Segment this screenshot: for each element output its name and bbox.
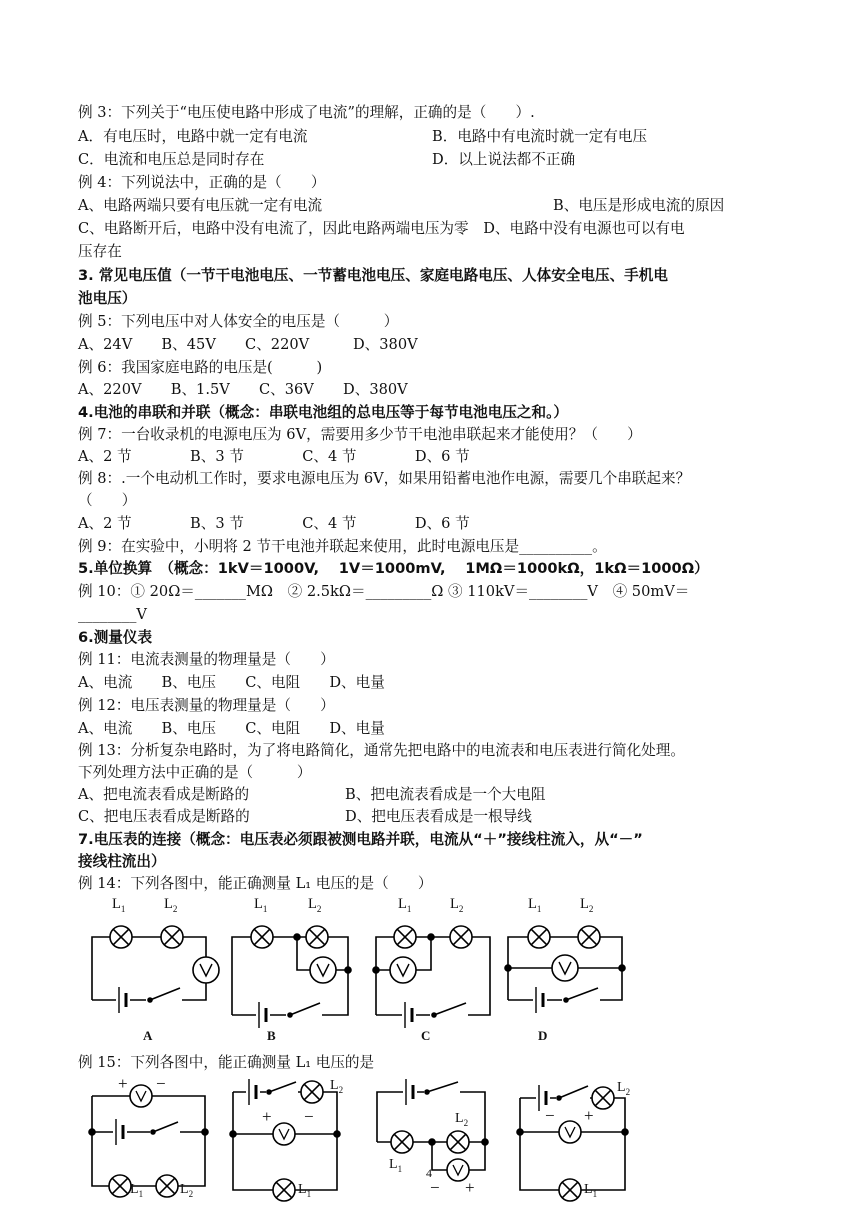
ex14-circuit-figures [0,890,860,1030]
ex13-option-c: C、把电压表看成是断路的 [78,808,250,825]
ex9-question: 例 9：在实验中，小明将 2 节干电池并联起来使用，此时电源电压是__________。 [78,538,607,555]
ex10-question-cont: ________V [78,606,147,623]
ex15-c2-label-l1: $L_1$ [298,1182,312,1199]
ex15-c4-label-l2: $L_2$ [617,1080,631,1097]
fig14b-label-l2: $L_2$ [308,896,322,914]
circuit-d [505,926,625,1013]
ex15-c4-label-l1: $L_1$ [584,1182,598,1199]
ex13-option-a: A、把电流表看成是断路的 [78,786,250,803]
ex8-options: A、2 节 B、3 节 C、4 节 D、6 节 [78,515,470,532]
section-4-heading: 4.电池的串联和并联（概念：串联电池组的总电压等于每节电池电压之和。） [78,404,568,421]
ex4-options-cd: C、电路断开后，电路中没有电流了，因此电路两端电压为零 D、电路中没有电源也可以有电 [78,220,685,237]
ex8-question-cont: （ ） [78,492,137,509]
section-3-heading-cont: 池电压） [78,290,137,307]
ex15-c1-plus: + [118,1074,128,1093]
fig14c-label-l2: $L_2$ [450,896,464,914]
fig14-caption-a: A [143,1028,153,1043]
ex11-options: A、电流 B、电压 C、电阻 D、电量 [78,674,385,691]
ex4-option-b: B、电压是形成电流的原因 [553,197,725,214]
ex4-options-cd-cont: 压存在 [78,243,122,260]
ex15-circuit-2 [230,1079,340,1201]
ex3-question: 例 3：下列关于“电压使电路中形成了电流”的理解，正确的是（ ）. [78,104,535,121]
ex3-option-b: B．电路中有电流时就一定有电压 [432,128,648,145]
ex15-c4-plus: + [584,1106,594,1125]
section-7-heading: 7.电压表的连接（概念：电压表必须跟被测电路并联，电流从“＋”接线柱流入，从“－” [78,831,643,848]
section-6-heading: 6.测量仪表 [78,629,153,646]
circuit-b [232,926,351,1028]
circuit-c [373,926,490,1028]
ex3-option-c: C．电流和电压总是同时存在 [78,151,265,168]
ex14-question: 例 14：下列各图中，能正确测量 L₁ 电压的是（ ） [78,875,433,892]
circuit-a [92,926,219,1013]
fig14d-label-l1: $L_1$ [528,896,542,914]
ex7-options: A、2 节 B、3 节 C、4 节 D、6 节 [78,448,470,465]
ex15-c2-plus: + [262,1107,272,1126]
ex13-option-b: B、把电流表看成是一个大电阻 [345,786,546,803]
ex15-c3-label-l2: $L_2$ [455,1111,469,1128]
ex15-c3-label-l1: $L_1$ [389,1157,403,1174]
ex15-c2-label-l2: $L_2$ [330,1078,344,1095]
ex15-c3-plus: + [465,1178,475,1197]
ex6-options: A、220V B、1.5V C、36V D、380V [78,381,408,398]
ex3-option-a: A．有电压时，电路中就一定有电流 [78,128,308,145]
ex15-question: 例 15：下列各图中，能正确测量 L₁ 电压的是 [78,1054,375,1071]
ex13-option-d: D、把电压表看成是一根导线 [345,808,532,825]
ex11-question: 例 11：电流表测量的物理量是（ ） [78,651,335,668]
ex7-question: 例 7：一台收录机的电源电压为 6V，需要用多少节干电池串联起来才能使用？（ ） [78,426,642,443]
ex4-option-a: A、电路两端只要有电压就一定有电流 [78,197,323,214]
section-5-heading: 5.单位换算 （概念：1kV＝1000V, 1V＝1000mV, 1MΩ＝1000kΩ，1kΩ＝1000Ω） [78,560,709,577]
ex12-options: A、电流 B、电压 C、电阻 D、电量 [78,720,385,737]
ex15-c2-minus: − [304,1107,314,1126]
ex5-question: 例 5：下列电压中对人体安全的电压是（ ） [78,313,399,330]
ex15-c3-minus: − [430,1178,440,1197]
ex12-question: 例 12：电压表测量的物理量是（ ） [78,697,335,714]
fig14a-label-l2: $L_2$ [164,896,178,914]
ex13-question-cont: 下列处理方法中正确的是（ ） [78,764,312,781]
section-7-heading-cont: 接线柱流出） [78,853,166,870]
section-3-heading: 3. 常见电压值（一节干电池电压、一节蓄电池电压、家庭电路电压、人体安全电压、手机电 [78,267,668,284]
ex15-c1-label-l2: $L_2$ [180,1182,194,1199]
fig14-caption-c: C [421,1028,431,1043]
ex15-c1-label-l1: $L_1$ [130,1182,144,1199]
ex13-question: 例 13：分析复杂电路时，为了将电路简化，通常先把电路中的电流表和电压表进行简化处理。 [78,742,685,759]
fig14-caption-d: D [538,1028,548,1043]
ex5-options: A、24V B、45V C、220V D、380V [78,336,418,353]
ex4-question: 例 4：下列说法中，正确的是（ ） [78,174,326,191]
ex15-circuit-4 [517,1085,628,1201]
ex8-question: 例 8：.一个电动机工作时，要求电源电压为 6V，如果用铅蓄电池作电源，需要几个串联起来？ [78,470,691,487]
ex15-c3-number: 4 [426,1166,432,1180]
ex3-option-d: D．以上说法都不正确 [432,151,576,168]
ex15-c1-minus: − [156,1074,166,1093]
fig14d-label-l2: $L_2$ [580,896,594,914]
ex10-question: 例 10：① 20Ω＝_______MΩ ② 2.5kΩ＝_________Ω ③ 110kV＝________V ④ 50mV＝ [78,583,690,600]
fig14c-label-l1: $L_1$ [398,896,412,914]
fig14a-label-l1: $L_1$ [112,896,126,914]
fig14-caption-b: B [267,1028,276,1043]
ex6-question: 例 6：我国家庭电路的电压是( ) [78,359,323,376]
fig14b-label-l1: $L_1$ [254,896,268,914]
ex15-c4-minus: − [545,1106,555,1125]
